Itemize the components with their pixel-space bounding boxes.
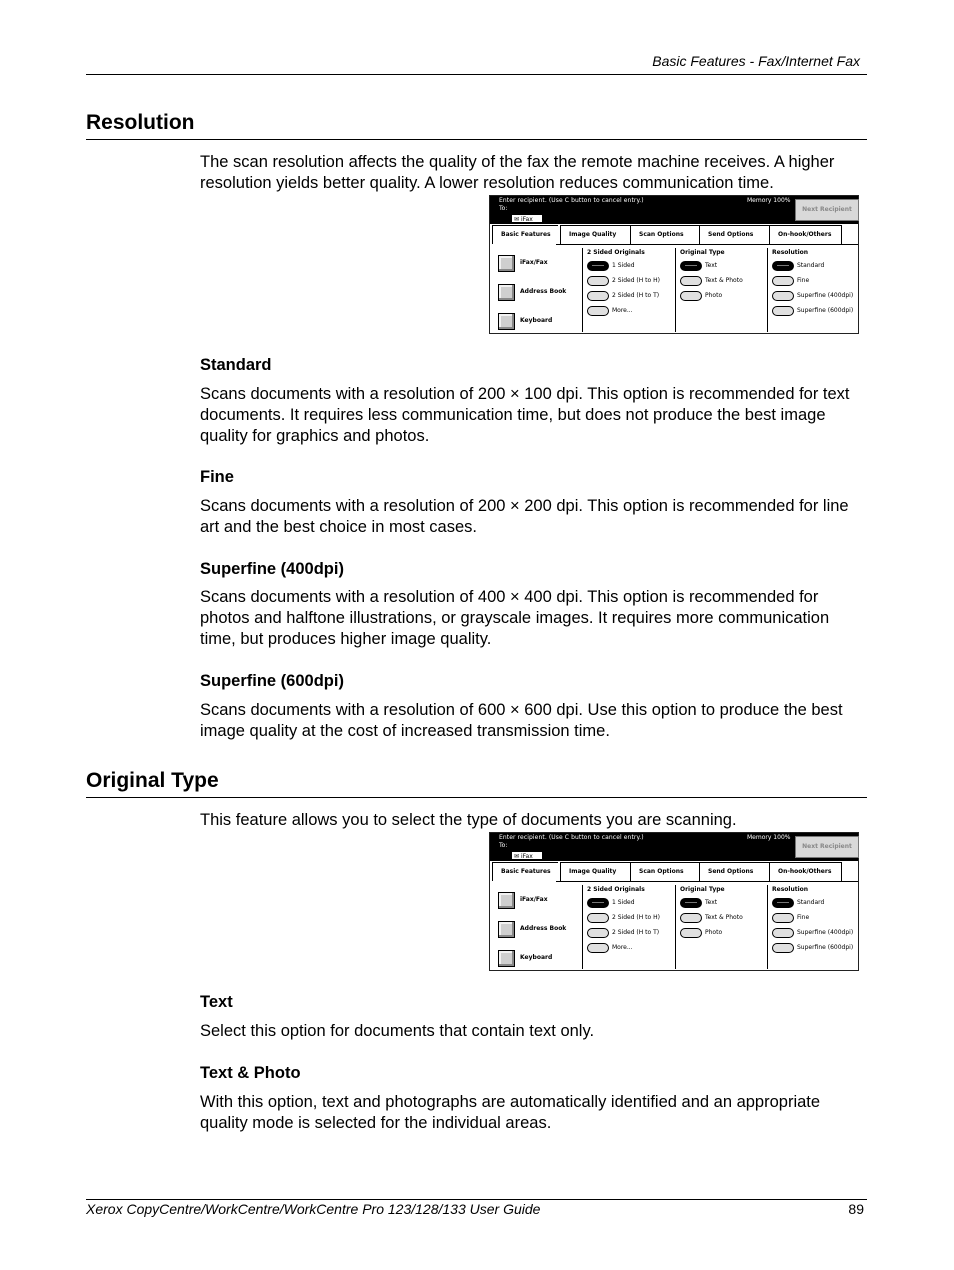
- subheading-text: Text: [200, 993, 233, 1011]
- radio-icon: [680, 928, 702, 938]
- tab-on-hook-others[interactable]: On-hook/Others: [769, 225, 842, 244]
- page-number: 89: [848, 1201, 864, 1217]
- ifax-fax-label: iFax/Fax: [520, 259, 548, 266]
- column-divider: [767, 885, 768, 969]
- subheading-superfine-600: Superfine (600dpi): [200, 672, 344, 690]
- address-book-label: Address Book: [520, 925, 567, 932]
- column-divider: [582, 248, 583, 332]
- tab-bar: [490, 861, 858, 883]
- selected-radio-icon: [680, 261, 702, 271]
- tab-send-options[interactable]: Send Options: [699, 862, 769, 881]
- radio-icon: [680, 291, 702, 301]
- radio-icon: [587, 276, 609, 286]
- next-recipient-button[interactable]: Next Recipient: [795, 199, 859, 221]
- keyboard-label: Keyboard: [520, 317, 553, 324]
- running-header: Basic Features - Fax/Internet Fax: [652, 53, 860, 69]
- text-description: Select this option for documents that contain text only.: [200, 1022, 595, 1040]
- section-rule: [86, 139, 867, 140]
- ifax-chip-label: iFax: [520, 216, 533, 223]
- fax-screen-resolution: Enter recipient. (Use C button to cancel entry.) To: Memory 100% ✉ iFax Next Recipient Basic Features Image Quality Scan Options Send Options On-hook/Others iFax/Fax Address Book Keyboard 2 Sided Originals 1 Sided 2 Sided (H to H) 2 Sided (H to T) More... Original Type Text Text & Photo Photo Resolution Standard Fine Superfine (400dpi) Superfine (600dpi): [489, 195, 859, 334]
- superfine-400-description: Scans documents with a resolution of 400 × 400 dpi. This option is recommended for photos and halftone illustrations, or grayscale images. It requires more communication time, but produces higher image quality.: [200, 588, 830, 648]
- address-book-button[interactable]: [498, 921, 515, 938]
- original-type-intro: This feature allows you to select the type of documents you are scanning.: [200, 811, 737, 829]
- tab-basic-features[interactable]: Basic Features: [492, 225, 558, 244]
- tab-basic-features[interactable]: Basic Features: [492, 862, 558, 881]
- column-divider: [675, 885, 676, 969]
- memory-indicator: Memory 100%: [747, 834, 791, 841]
- section-rule: [86, 797, 867, 798]
- column-divider: [767, 248, 768, 332]
- col-head-original-type: Original Type: [680, 886, 725, 893]
- keyboard-button[interactable]: [498, 313, 515, 330]
- superfine-600-description: Scans documents with a resolution of 600 × 600 dpi. Use this option to produce the best image quality at the cost of increased transmission time.: [200, 701, 843, 740]
- radio-icon: [772, 913, 794, 923]
- footer-rule: [86, 1199, 867, 1200]
- radio-icon: [587, 943, 609, 953]
- radio-icon: [587, 291, 609, 301]
- address-book-button[interactable]: [498, 284, 515, 301]
- fine-description: Scans documents with a resolution of 200 × 200 dpi. This option is recommended for line art and the best choice in most cases.: [200, 497, 849, 536]
- col-head-2-sided: 2 Sided Originals: [587, 886, 645, 893]
- next-recipient-button[interactable]: Next Recipient: [795, 836, 859, 858]
- tab-scan-options[interactable]: Scan Options: [630, 862, 699, 881]
- screen-to-label: To:: [499, 842, 508, 849]
- ifax-chip: [511, 851, 543, 860]
- keyboard-button[interactable]: [498, 950, 515, 967]
- radio-icon: [587, 913, 609, 923]
- col-head-resolution: Resolution: [772, 249, 809, 256]
- tab-send-options[interactable]: Send Options: [699, 225, 769, 244]
- tab-image-quality[interactable]: Image Quality: [560, 862, 630, 881]
- radio-icon: [772, 928, 794, 938]
- radio-icon: [587, 928, 609, 938]
- footer-guide-title: Xerox CopyCentre/WorkCentre/WorkCentre Pro 123/128/133 User Guide: [86, 1201, 541, 1217]
- subheading-superfine-400: Superfine (400dpi): [200, 560, 344, 578]
- tab-underline: [556, 881, 858, 882]
- col-head-resolution: Resolution: [772, 886, 809, 893]
- radio-icon: [772, 306, 794, 316]
- ifax-fax-button[interactable]: [498, 255, 515, 272]
- tab-bar: [490, 224, 858, 246]
- selected-radio-icon: [587, 261, 609, 271]
- screen-message: Enter recipient. (Use C button to cancel entry.): [499, 834, 644, 841]
- subheading-standard: Standard: [200, 356, 272, 374]
- radio-icon: [772, 943, 794, 953]
- resolution-intro: The scan resolution affects the quality of the fax the remote machine receives. A higher resolution yields better quality. A lower resolution reduces communication time.: [200, 153, 835, 192]
- column-divider: [675, 248, 676, 332]
- fax-screen-original-type: Enter recipient. (Use C button to cancel entry.) To: Memory 100% ✉ iFax Next Recipient Basic Features Image Quality Scan Options Send Options On-hook/Others iFax/Fax Address Book Keyboard 2 Sided Originals 1 Sided 2 Sided (H to H) 2 Sided (H to T) More... Original Type Text Text & Photo Photo Resolution Standard Fine Superfine (400dpi) Superfine (600dpi): [489, 832, 859, 971]
- address-book-label: Address Book: [520, 288, 567, 295]
- section-heading-resolution: Resolution: [86, 111, 195, 134]
- tab-underline: [556, 244, 858, 245]
- standard-description: Scans documents with a resolution of 200 × 100 dpi. This option is recommended for text documents. It requires less communication time, but does not produce the best image quality for graphics and photos.: [200, 385, 850, 445]
- ifax-chip: [511, 214, 543, 223]
- radio-icon: [772, 291, 794, 301]
- text-photo-description: With this option, text and photographs are automatically identified and an appropriate quality mode is selected for the individual areas.: [200, 1093, 821, 1132]
- selected-radio-icon: [680, 898, 702, 908]
- header-rule: [86, 74, 867, 75]
- envelope-icon: ✉: [514, 216, 520, 223]
- ifax-fax-button[interactable]: [498, 892, 515, 909]
- radio-icon: [680, 276, 702, 286]
- section-heading-original-type: Original Type: [86, 769, 219, 792]
- col-head-2-sided: 2 Sided Originals: [587, 249, 645, 256]
- ifax-chip-label: iFax: [520, 853, 533, 860]
- selected-radio-icon: [772, 261, 794, 271]
- tab-scan-options[interactable]: Scan Options: [630, 225, 699, 244]
- subheading-text-photo: Text & Photo: [200, 1064, 301, 1082]
- ifax-fax-label: iFax/Fax: [520, 896, 548, 903]
- keyboard-label: Keyboard: [520, 954, 553, 961]
- envelope-icon: ✉: [514, 853, 520, 860]
- selected-radio-icon: [587, 898, 609, 908]
- screen-to-label: To:: [499, 205, 508, 212]
- col-head-original-type: Original Type: [680, 249, 725, 256]
- tab-image-quality[interactable]: Image Quality: [560, 225, 630, 244]
- selected-radio-icon: [772, 898, 794, 908]
- memory-indicator: Memory 100%: [747, 197, 791, 204]
- screen-message: Enter recipient. (Use C button to cancel entry.): [499, 197, 644, 204]
- radio-icon: [772, 276, 794, 286]
- tab-on-hook-others[interactable]: On-hook/Others: [769, 862, 842, 881]
- column-divider: [582, 885, 583, 969]
- radio-icon: [680, 913, 702, 923]
- radio-icon: [587, 306, 609, 316]
- subheading-fine: Fine: [200, 468, 234, 486]
